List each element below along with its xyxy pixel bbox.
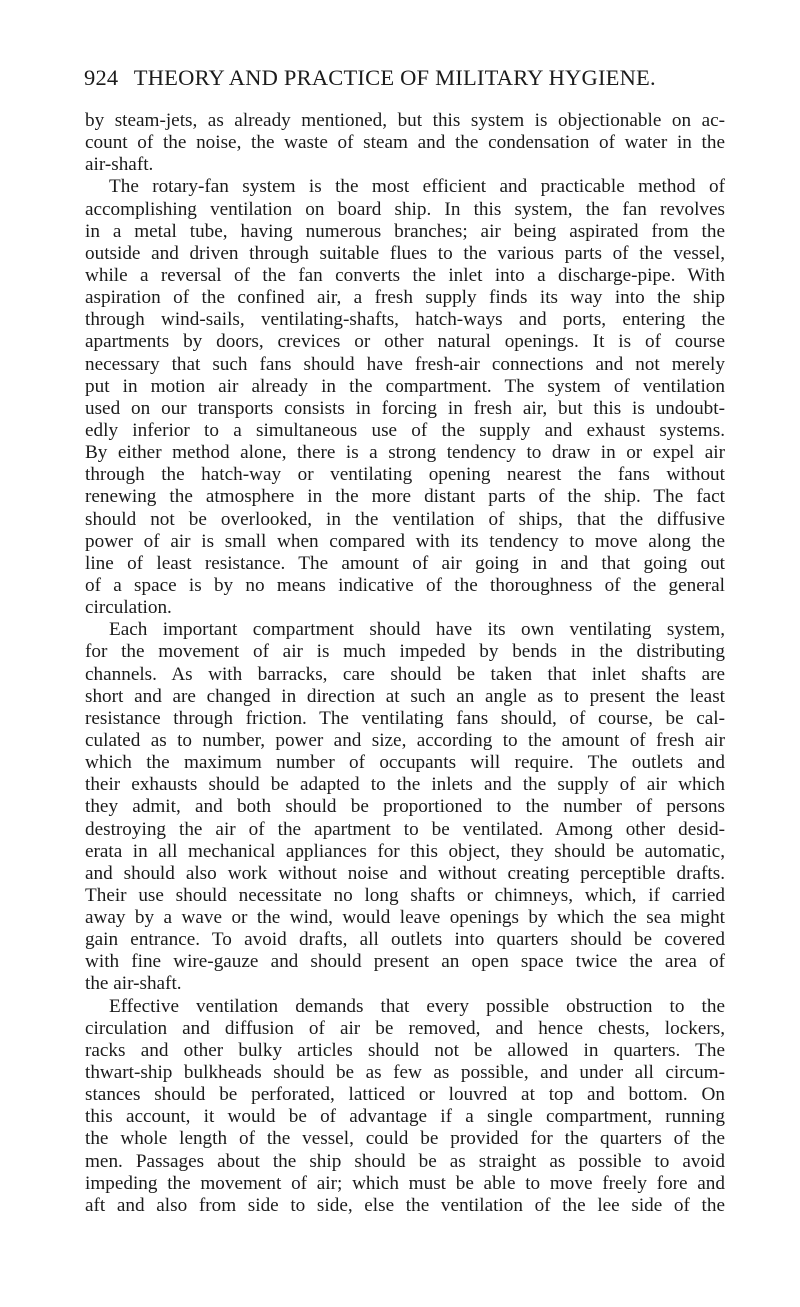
text-line: which the maximum number of occupants will require. The outlets and [85,752,725,774]
text-line: air-shaft. [85,154,154,176]
text-line: while a reversal of the fan converts the inlet into a discharge-pipe. With [85,264,725,286]
running-header [84,62,724,94]
text-line: count of the noise, the waste of steam and the condensation of water in the [85,132,725,154]
text-line: renewing the atmosphere in the more distant parts of the ship. The fact [85,486,725,508]
text-line: Effective ventilation demands that every possible obstruction to the [109,995,725,1017]
text-line: The rotary-fan system is the most efficient and practicable method of [109,176,725,198]
text-line: Each important compartment should have its own ventilating system, [109,619,725,641]
running-title: THEORY AND PRACTICE OF MILITARY HYGIENE. [133,65,656,90]
text-line: in a metal tube, having numerous branches; air being aspirated from the [85,220,725,242]
text-line: with fine wire-gauze and should present an open space twice the area of [85,951,725,973]
text-line: By either method alone, there is a strong tendency to draw in or expel air [85,442,725,464]
text-line: by steam-jets, as already mentioned, but this system is objectionable on ac- [85,110,725,131]
text-line: used on our transports consists in forcing in fresh air, but this is undoubt- [85,397,725,419]
text-line: apartments by doors, crevices or other natural openings. It is of course [85,331,725,353]
text-line: this account, it would be of advantage if a single compartment, running [85,1106,725,1128]
text-line: culated as to number, power and size, according to the amount of fresh air [85,729,725,751]
text-line: the air-shaft. [85,973,182,995]
text-line: through the hatch-way or ventilating opening nearest the fans without [85,464,725,486]
text-line: necessary that such fans should have fresh-air connections and not merely [85,353,725,375]
text-line: men. Passages about the ship should be as straight as possible to avoid [85,1150,725,1172]
text-line: short and are changed in direction at such an angle as to present the least [85,685,725,707]
text-line: stances should be perforated, latticed or louvred at top and bottom. On [85,1084,725,1106]
text-line: destroying the air of the apartment to be ventilated. Among other desid- [85,818,725,840]
text-line: put in motion air already in the compartment. The system of ventilation [85,375,725,397]
text-line: and should also work without noise and without creating perceptible drafts. [85,862,725,884]
page-number: 924 [84,65,119,90]
text-line: the whole length of the vessel, could be provided for the quarters of the [85,1128,725,1150]
text-line: should not be overlooked, in the ventilation of ships, that the diffusive [85,508,725,530]
text-line: gain entrance. To avoid drafts, all outlets into quarters should be covered [85,929,725,951]
text-line: of a space is by no means indicative of the thoroughness of the general [85,574,725,596]
text-line: their exhausts should be adapted to the inlets and the supply of air which [85,774,725,796]
text-line: away by a wave or the wind, would leave openings by which the sea might [85,907,725,929]
text-line: for the movement of air is much impeded by bends in the distributing [85,641,725,663]
body-text [85,110,725,1217]
text-line: racks and other bulky articles should not be allowed in quarters. The [85,1039,725,1061]
text-line: power of air is small when compared with its tendency to move along the [85,530,725,552]
text-line: edly inferior to a simultaneous use of the supply and exhaust systems. [85,419,725,441]
text-line: through wind-sails, ventilating-shafts, hatch-ways and ports, entering the [85,309,725,331]
text-line: they admit, and both should be proportioned to the number of persons [85,796,725,818]
text-line: Their use should necessitate no long shafts or chimneys, which, if carried [85,884,725,906]
text-line: circulation. [85,597,172,619]
text-line: accomplishing ventilation on board ship. In this system, the fan revolves [85,198,725,220]
text-line: line of least resistance. The amount of air going in and that going out [85,552,725,574]
text-line: erata in all mechanical appliances for this object, they should be automatic, [85,840,725,862]
text-line: impeding the movement of air; which must be able to move freely fore and [85,1172,725,1194]
text-line: aspiration of the confined air, a fresh supply finds its way into the ship [85,287,725,309]
text-line: thwart-ship bulkheads should be as few as possible, and under all circum- [85,1062,725,1084]
text-line: outside and driven through suitable flues to the various parts of the vessel, [85,242,725,264]
text-line: channels. As with barracks, care should be taken that inlet shafts are [85,663,725,685]
text-line: resistance through friction. The ventilating fans should, of course, be cal- [85,707,725,729]
text-line: circulation and diffusion of air be removed, and hence chests, lockers, [85,1017,725,1039]
text-line: aft and also from side to side, else the ventilation of the lee side of the [85,1194,725,1216]
